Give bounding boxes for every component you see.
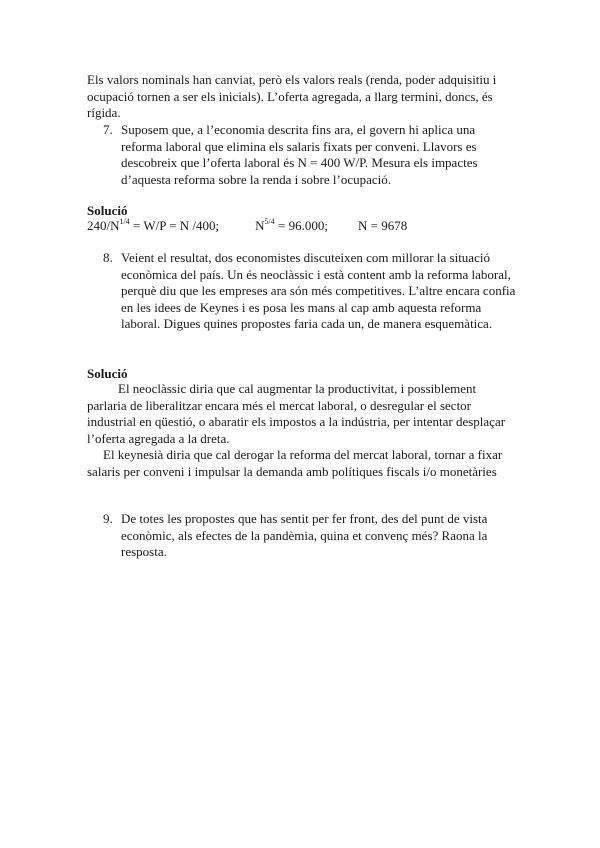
question-8: [87, 250, 519, 333]
question-9-number: 9.: [103, 511, 113, 526]
solution-7-formula: [87, 218, 407, 234]
solution-8-paragraph-2: El keynesià diria que cal derogar la reforma del mercat laboral, tornar a fixar salaris per conveni i impulsar la demanda amb polítiques fiscals i/o monetàries: [87, 447, 503, 479]
question-9-text: De totes les propostes que has sentit per fer front, des del punt de vista econòmic, als efectes de la pandèmia, quina et convenç més? Raona la resposta.: [121, 511, 488, 560]
solution-8-heading: Solució: [87, 366, 128, 381]
solution-7-heading: Solució: [87, 203, 128, 218]
solution-8-paragraph-1: El neoclàssic diria que cal augmentar la productivitat, i possiblement parlaria de liberalitzar encara més el mercat laboral, o desregular el sector industrial en qüestió, o abaratir els impostos a la indústria, per intentar desplaçar l’oferta agregada a la dreta.: [87, 381, 506, 446]
intro-text: Els valors nominals han canviat, però els valors reals (renda, poder adquisitiu i ocupació tornen a ser els inicials). L’oferta agregada, a llarg termini, doncs, és rígida.: [87, 72, 497, 121]
solution-8-body: [87, 381, 519, 481]
formula-part3: N = 9678: [357, 218, 408, 233]
formula-part2: $N^{5/4} = 96.000$;: [255, 217, 328, 233]
question-8-number: 8.: [103, 250, 113, 265]
question-7-number: 7.: [103, 122, 113, 137]
question-7: [87, 122, 519, 188]
formula-part1: $240/N^{1/4} = W/P = N$ /400;: [87, 217, 220, 233]
question-8-text: Veient el resultat, dos economistes discuteixen com millorar la situació econòmica del país. Un és neoclàssic i està content amb la reforma laboral, perquè diu que les empreses ara són més competitives. L’altre encara confia en les idees de Keynes i es posa les mans al cap amb aquesta reforma laboral. Digues quines propostes faria cada un, de manera esquemàtica.: [121, 250, 516, 332]
question-7-text: Suposem que, a l’economia descrita fins ara, el govern hi aplica una reforma laboral que elimina els salaris fixats per conveni. Llavors es descobreix que l’oferta laboral és N = 400 W/P. Mesura els impactes d’aquesta reforma sobre la renda i sobre l’ocupació.: [121, 122, 478, 187]
question-9: [87, 511, 519, 561]
intro-paragraph: [87, 72, 519, 122]
